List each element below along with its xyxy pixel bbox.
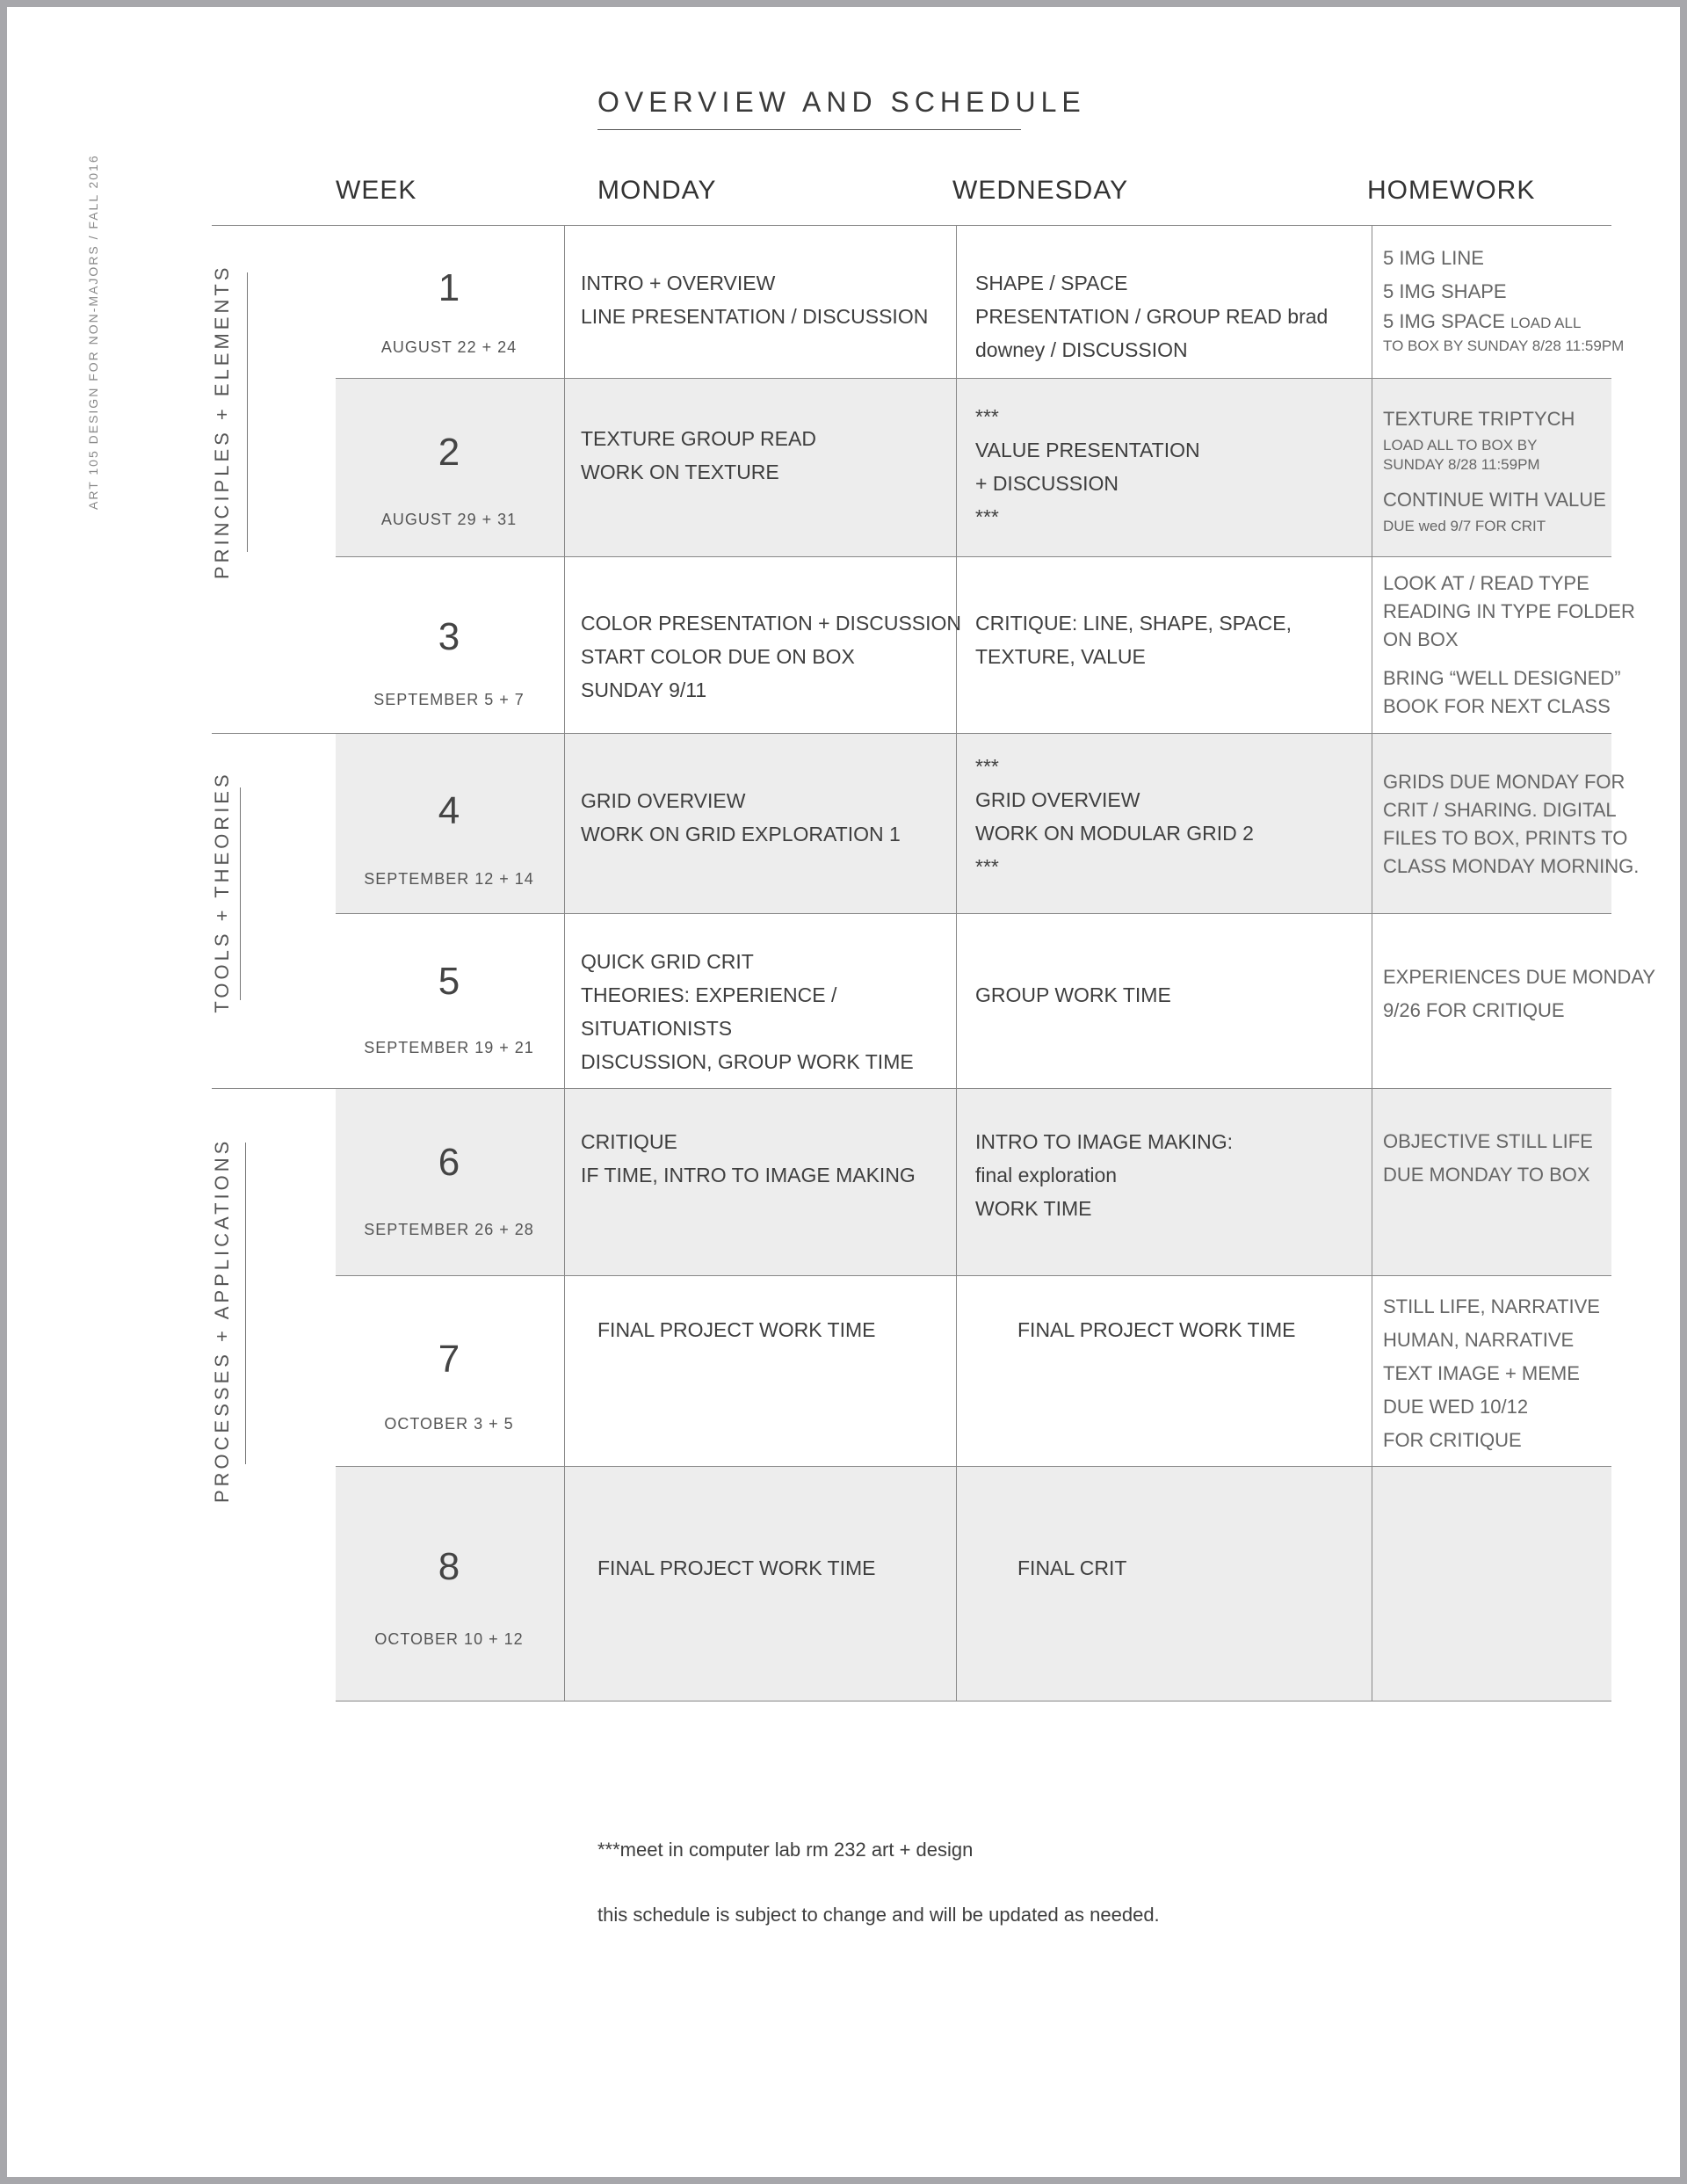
week-dates: OCTOBER 10 + 12	[374, 1630, 524, 1648]
wednesday-cell: INTRO TO IMAGE MAKING: final exploration WORK TIME	[975, 1130, 1234, 1220]
header-week: WEEK	[336, 176, 417, 205]
section-rule	[212, 733, 1611, 734]
row-rule	[336, 913, 1611, 914]
monday-cell: INTRO + OVERVIEW LINE PRESENTATION / DISCUSSION	[581, 272, 929, 328]
section-bar	[240, 787, 241, 1000]
homework-cell: LOOK AT / READ TYPE READING IN TYPE FOLDER ON BOX BRING “WELL DESIGNED” BOOK FOR NEXT CLASS	[1383, 572, 1635, 717]
row-rule	[336, 378, 1611, 379]
monday-cell: FINAL PROJECT WORK TIME	[597, 1318, 876, 1341]
week-number: 5	[438, 960, 460, 1003]
monday-cell: GRID OVERVIEW WORK ON GRID EXPLORATION 1	[581, 789, 901, 845]
week-dates: SEPTEMBER 26 + 28	[364, 1221, 534, 1238]
footnote-change: this schedule is subject to change and will be updated as needed.	[597, 1904, 1160, 1926]
course-side-note: ART 105 DESIGN FOR NON-MAJORS / FALL 2016	[86, 154, 100, 510]
week-number: 1	[438, 266, 460, 309]
homework-cell: STILL LIFE, NARRATIVE HUMAN, NARRATIVE TEXT IMAGE + MEME DUE WED 10/12 FOR CRITIQUE	[1383, 1295, 1600, 1451]
week-number: 3	[438, 615, 460, 658]
monday-cell: FINAL PROJECT WORK TIME	[597, 1556, 876, 1579]
row-rule	[336, 1466, 1611, 1467]
homework-cell: OBJECTIVE STILL LIFE DUE MONDAY TO BOX	[1383, 1130, 1593, 1186]
monday-cell: QUICK GRID CRIT THEORIES: EXPERIENCE / SITUATIONISTS DISCUSSION, GROUP WORK TIME	[581, 950, 914, 1073]
column-divider	[564, 225, 565, 1701]
header-homework: HOMEWORK	[1367, 176, 1536, 205]
week-dates: SEPTEMBER 12 + 14	[364, 870, 534, 888]
header-monday: MONDAY	[597, 176, 717, 205]
week-number: 7	[438, 1338, 460, 1381]
week-dates: SEPTEMBER 5 + 7	[373, 691, 525, 708]
wednesday-cell: CRITIQUE: LINE, SHAPE, SPACE, TEXTURE, VALUE	[975, 612, 1292, 668]
page-title: OVERVIEW AND SCHEDULE	[597, 86, 1086, 118]
section-rule	[212, 1088, 1611, 1089]
wednesday-cell: FINAL CRIT	[1017, 1556, 1127, 1579]
title-underline	[597, 129, 1021, 130]
week-number: 2	[438, 431, 460, 474]
column-divider	[956, 225, 957, 1701]
wednesday-cell: GROUP WORK TIME	[975, 983, 1171, 1006]
week-number: 6	[438, 1141, 460, 1184]
homework-cell: 5 IMG LINE 5 IMG SHAPE 5 IMG SPACE LOAD ALL TO BOX BY SUNDAY 8/28 11:59PM	[1383, 247, 1625, 354]
homework-cell: GRIDS DUE MONDAY FOR CRIT / SHARING. DIGITAL FILES TO BOX, PRINTS TO CLASS MONDAY MORNING.	[1383, 771, 1640, 877]
wednesday-cell: *** VALUE PRESENTATION + DISCUSSION ***	[975, 405, 1200, 528]
section-bar	[247, 272, 248, 552]
week-number: 4	[438, 789, 460, 832]
week-dates: AUGUST 29 + 31	[380, 511, 518, 528]
week-dates: AUGUST 22 + 24	[380, 338, 518, 356]
row-rule	[336, 1275, 1611, 1276]
row-rule	[336, 556, 1611, 557]
section-bar	[245, 1143, 246, 1464]
homework-cell: TEXTURE TRIPTYCH LOAD ALL TO BOX BY SUNDAY 8/28 11:59PM CONTINUE WITH VALUE DUE wed 9/7 FOR CRIT	[1383, 408, 1606, 534]
section-label-principles: PRINCIPLES + ELEMENTS	[211, 264, 233, 579]
wednesday-cell: FINAL PROJECT WORK TIME	[1017, 1318, 1296, 1341]
homework-cell: EXPERIENCES DUE MONDAY 9/26 FOR CRITIQUE	[1383, 966, 1656, 1021]
week-number: 8	[438, 1545, 460, 1588]
week-dates: SEPTEMBER 19 + 21	[364, 1039, 534, 1056]
week-dates: OCTOBER 3 + 5	[384, 1415, 514, 1433]
monday-cell: COLOR PRESENTATION + DISCUSSION START COLOR DUE ON BOX SUNDAY 9/11	[581, 612, 962, 701]
wednesday-cell: SHAPE / SPACE PRESENTATION / GROUP READ brad downey / DISCUSSION	[975, 272, 1329, 361]
monday-cell: TEXTURE GROUP READ WORK ON TEXTURE	[581, 427, 816, 483]
section-label-tools: TOOLS + THEORIES	[211, 771, 233, 1013]
header-wednesday: WEDNESDAY	[952, 176, 1129, 205]
wednesday-cell: *** GRID OVERVIEW WORK ON MODULAR GRID 2 ***	[975, 755, 1254, 878]
section-label-processes: PROCESSES + APPLICATIONS	[211, 1137, 233, 1503]
footnote-lab: ***meet in computer lab rm 232 art + design	[597, 1839, 974, 1861]
header-rule	[212, 225, 1611, 226]
monday-cell: CRITIQUE IF TIME, INTRO TO IMAGE MAKING	[581, 1130, 916, 1186]
